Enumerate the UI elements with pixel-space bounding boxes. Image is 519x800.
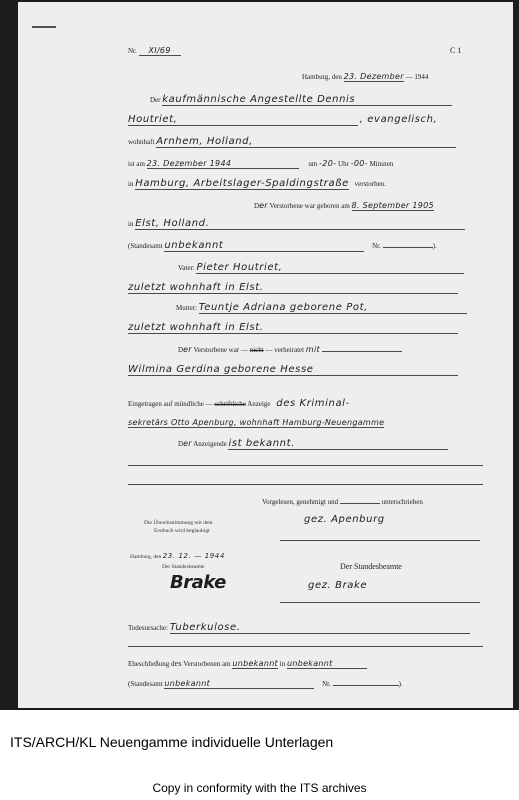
close-paren-2: ). xyxy=(398,680,403,688)
spouse: Wilmina Gerdina geborene Hesse xyxy=(128,364,458,376)
married-strike: nicht xyxy=(249,346,264,354)
married-gender: er xyxy=(183,345,192,354)
uebereinstimmung-2: Erstbuch wird beglaubigt xyxy=(154,528,210,534)
anzeigende-label: Anzeigende xyxy=(193,440,227,448)
death-place-row xyxy=(128,178,386,189)
anzeigende-row xyxy=(178,438,448,450)
standesamt-row xyxy=(128,240,437,252)
nr2-blank xyxy=(383,247,433,248)
standesamt-value: unbekannt xyxy=(164,240,364,252)
standesamt-label: (Standesamt xyxy=(128,242,163,250)
vater-label: Vater: xyxy=(178,264,195,272)
vater-residence-row xyxy=(128,282,458,294)
married-label-a: Verstorbene war — xyxy=(193,346,248,354)
wohnhaft-row xyxy=(128,136,456,148)
signature-brake: gez. Brake xyxy=(308,580,368,591)
place-date-label: Hamburg, den xyxy=(302,73,342,81)
ehe-gender: es xyxy=(174,659,182,668)
ist-am-label: ist am xyxy=(128,160,145,168)
married-mit: mit xyxy=(305,345,320,354)
mutter-residence-row xyxy=(128,322,458,334)
ehe-row xyxy=(128,659,367,669)
religion: , evangelisch, xyxy=(359,114,438,125)
unterschrieben-label: unterschrieben xyxy=(381,498,423,506)
born-row xyxy=(254,201,434,210)
married-blank xyxy=(322,351,402,352)
ehe-place: unbekannt xyxy=(287,659,367,669)
signature-brake-handwritten: Brake xyxy=(170,572,226,593)
signature-line-1 xyxy=(280,540,480,541)
nr-label: Nr. xyxy=(128,47,137,55)
born-prefix: D xyxy=(254,202,260,210)
verstorben-label: verstorben. xyxy=(354,180,386,188)
uhr-label: Uhr xyxy=(338,160,349,168)
eingetragen-strike: schriftliche xyxy=(214,400,246,408)
eingetragen-row xyxy=(128,398,350,409)
birth-place: Elst, Holland. xyxy=(135,218,465,230)
born-label: Verstorbene war geboren am xyxy=(269,202,350,210)
nr-value: XI/69 xyxy=(139,46,181,56)
cert-date-row xyxy=(130,552,225,560)
deceased-title-row xyxy=(150,94,452,106)
um-label: um xyxy=(308,160,318,168)
standesamt2-value: unbekannt xyxy=(164,679,314,689)
signature-line-2 xyxy=(280,602,480,603)
nr2-label: Nr. xyxy=(372,242,381,250)
birth-date: 8. September 1905 xyxy=(351,201,434,210)
blank-line-2 xyxy=(128,484,483,485)
ehe-label-a: Eheschließung d xyxy=(128,660,175,668)
married-row xyxy=(178,345,402,354)
deceased-name-row xyxy=(128,114,437,126)
anzeigende-value: ist bekannt. xyxy=(228,438,448,450)
ehe-label-b: Verstorbenen am xyxy=(183,660,231,668)
uebereinstimmung-1: Die Übereinstimmung mit dem xyxy=(144,520,213,526)
spouse-row xyxy=(128,364,458,376)
death-time-row xyxy=(128,159,393,169)
form-code: C 1 xyxy=(450,46,462,55)
nr3-blank xyxy=(333,685,399,686)
death-date: 23. Dezember 1944 xyxy=(147,159,299,169)
ehe-date: unbekannt xyxy=(232,659,278,668)
signature-apenburg: gez. Apenburg xyxy=(304,514,385,525)
mutter-label: Mutter: xyxy=(176,304,197,312)
archive-footer: Copy in conformity with the ITS archives xyxy=(152,781,367,795)
informant-b: sekretärs Otto Apenburg, wohnhaft Hamburg-Neuengamme xyxy=(128,418,385,427)
in-label: in xyxy=(128,180,134,188)
deceased-title: kaufmännische Angestellte Dennis xyxy=(162,94,452,106)
minutes-value: -00- xyxy=(350,159,368,168)
anzeigende-prefix: D xyxy=(178,440,184,448)
blank-line-1 xyxy=(128,465,483,466)
nr3-label: Nr. xyxy=(322,680,331,688)
anzeigende-gender: er xyxy=(183,439,192,448)
der-standesbeamte-small: Der Standesbeamte xyxy=(162,564,205,570)
wohnhaft-label: wohnhaft xyxy=(128,138,155,146)
married-prefix: D xyxy=(178,346,184,354)
archive-caption: ITS/ARCH/KL Neuengamme individuelle Unterlagen xyxy=(10,734,334,750)
vorgelesen-label: Vorgelesen, genehmigt und xyxy=(262,498,339,506)
vater-value: Pieter Houtriet, xyxy=(196,262,464,274)
in-label-2: in xyxy=(128,220,134,228)
cert-date: 23. 12. — 1944 xyxy=(162,552,225,560)
birth-place-row xyxy=(128,218,465,230)
blank-line-3 xyxy=(128,646,483,647)
mutter-residence: zuletzt wohnhaft in Elst. xyxy=(128,322,458,334)
hour-value: -20- xyxy=(319,159,337,168)
mutter-row xyxy=(176,302,467,314)
born-gender: er xyxy=(259,201,268,210)
der-label: Der xyxy=(150,96,161,104)
place-date-row xyxy=(302,72,428,81)
year-suffix: — 1944 xyxy=(405,73,429,81)
death-certificate-page xyxy=(18,2,513,708)
married-label-b: — verheiratet xyxy=(265,346,305,354)
der-standesbeamte: Der Standesbeamte xyxy=(340,562,402,571)
mutter-value: Teuntje Adriana geborene Pot, xyxy=(199,302,467,314)
nr-row xyxy=(128,46,181,55)
informant-a: des Kriminal- xyxy=(276,398,350,409)
minuten-label: Minuten xyxy=(369,160,394,168)
vater-row xyxy=(178,262,464,274)
date-value: 23. Dezember xyxy=(343,72,404,81)
anzeige-label: Anzeige xyxy=(247,400,271,408)
eingetragen-label: Eingetragen auf mündliche — xyxy=(128,400,213,408)
vater-residence: zuletzt wohnhaft in Elst. xyxy=(128,282,458,294)
informant-row xyxy=(128,418,384,427)
standesamt2-label: (Standesamt xyxy=(128,680,163,688)
todesursache-value: Tuberkulose. xyxy=(170,622,470,634)
ehe-in: in xyxy=(279,660,286,668)
todesursache-row xyxy=(128,622,470,634)
standesamt2-row xyxy=(128,679,403,689)
close-paren: ). xyxy=(432,242,437,250)
vorgelesen-blank xyxy=(340,503,380,504)
hamburg-den: Hamburg, den xyxy=(130,554,162,560)
wohnhaft-value: Arnhem, Holland, xyxy=(156,136,456,148)
paper-edge-mark xyxy=(32,26,56,28)
vorgelesen-row xyxy=(262,498,423,506)
todesursache-label: Todesursache: xyxy=(128,624,168,632)
deceased-name: Houtriet, xyxy=(128,114,358,126)
death-place: Hamburg, Arbeitslager-Spaldingstraße xyxy=(135,178,349,189)
